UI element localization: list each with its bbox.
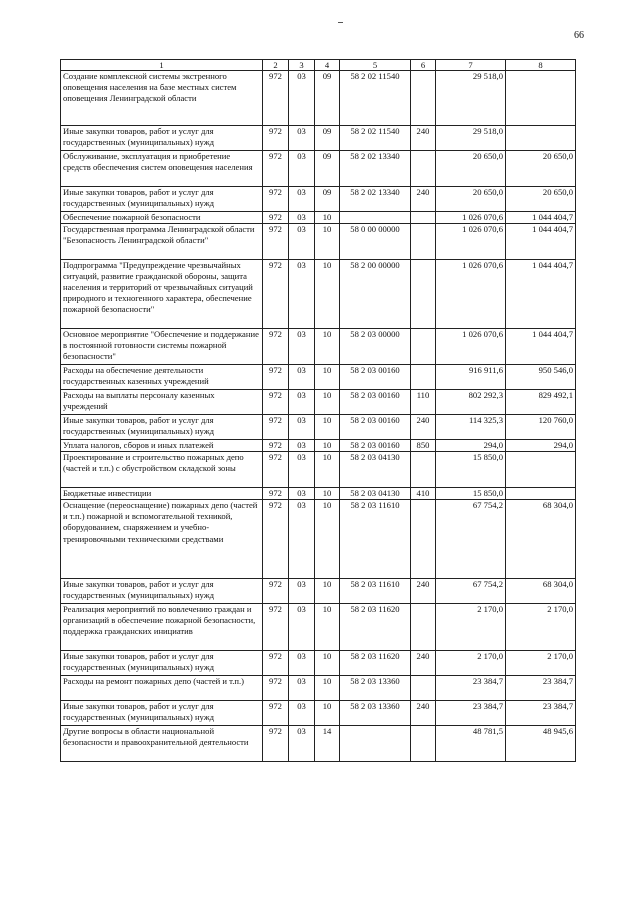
row-name: Иные закупки товаров, работ и услуг для государственных (муниципальных) нужд xyxy=(61,187,263,212)
row-name: Иные закупки товаров, работ и услуг для государственных (муниципальных) нужд xyxy=(61,579,263,604)
row-ministry-code: 972 xyxy=(263,187,289,212)
row-name: Иные закупки товаров, работ и услуг для государственных (муниципальных) нужд xyxy=(61,701,263,726)
row-amount-col8: 20 650,0 xyxy=(506,151,576,187)
row-target-article: 58 2 03 11620 xyxy=(340,604,411,651)
row-section: 03 xyxy=(289,224,315,260)
row-subsection: 09 xyxy=(315,187,340,212)
row-subsection: 10 xyxy=(315,488,340,500)
page-number: 66 xyxy=(574,30,584,41)
row-amount-col8 xyxy=(506,488,576,500)
row-ministry-code: 972 xyxy=(263,676,289,701)
header-cell: 1 xyxy=(61,60,263,71)
row-amount-col7: 1 026 070,6 xyxy=(436,329,506,365)
row-expense-type: 240 xyxy=(411,651,436,676)
table-row xyxy=(61,579,576,604)
row-ministry-code: 972 xyxy=(263,224,289,260)
header-cell: 4 xyxy=(315,60,340,71)
row-ministry-code: 972 xyxy=(263,329,289,365)
row-target-article: 58 2 03 04130 xyxy=(340,488,411,500)
row-amount-col7: 802 292,3 xyxy=(436,390,506,415)
row-amount-col8: 120 760,0 xyxy=(506,415,576,440)
row-amount-col7: 20 650,0 xyxy=(436,151,506,187)
row-name: Другие вопросы в области национальной безопасности и правоохранительной деятельности xyxy=(61,726,263,762)
row-expense-type: 240 xyxy=(411,415,436,440)
row-amount-col7: 67 754,2 xyxy=(436,500,506,579)
row-amount-col8: 23 384,7 xyxy=(506,676,576,701)
row-subsection: 10 xyxy=(315,452,340,488)
row-target-article: 58 2 03 13360 xyxy=(340,676,411,701)
row-expense-type xyxy=(411,151,436,187)
row-ministry-code: 972 xyxy=(263,651,289,676)
row-subsection: 10 xyxy=(315,390,340,415)
row-ministry-code: 972 xyxy=(263,126,289,151)
row-subsection: 10 xyxy=(315,579,340,604)
row-amount-col7: 2 170,0 xyxy=(436,651,506,676)
table-row xyxy=(61,500,576,579)
row-amount-col7: 15 850,0 xyxy=(436,488,506,500)
row-subsection: 10 xyxy=(315,500,340,579)
header-cell: 3 xyxy=(289,60,315,71)
row-amount-col8: 20 650,0 xyxy=(506,187,576,212)
row-target-article: 58 2 03 00000 xyxy=(340,329,411,365)
row-section: 03 xyxy=(289,365,315,390)
row-ministry-code: 972 xyxy=(263,390,289,415)
table-row xyxy=(61,701,576,726)
row-name: Создание комплексной системы экстренного оповещения населения на базе местных систем оповещения Ленинградской области xyxy=(61,71,263,126)
row-section: 03 xyxy=(289,452,315,488)
row-ministry-code: 972 xyxy=(263,488,289,500)
row-target-article: 58 2 03 13360 xyxy=(340,701,411,726)
row-amount-col7: 20 650,0 xyxy=(436,187,506,212)
row-section: 03 xyxy=(289,71,315,126)
table-row xyxy=(61,488,576,500)
budget-table xyxy=(60,59,576,762)
table-row xyxy=(61,71,576,126)
row-target-article: 58 2 03 00160 xyxy=(340,415,411,440)
row-expense-type: 240 xyxy=(411,701,436,726)
table-row xyxy=(61,604,576,651)
row-section: 03 xyxy=(289,151,315,187)
row-subsection: 10 xyxy=(315,224,340,260)
table-row xyxy=(61,187,576,212)
row-name: Проектирование и строительство пожарных депо (частей и т.п.) с обустройством складской зоны xyxy=(61,452,263,488)
row-target-article: 58 2 00 00000 xyxy=(340,260,411,329)
row-target-article xyxy=(340,212,411,224)
row-expense-type xyxy=(411,726,436,762)
row-amount-col7: 1 026 070,6 xyxy=(436,212,506,224)
row-expense-type xyxy=(411,260,436,329)
table-row xyxy=(61,126,576,151)
row-name: Расходы на обеспечение деятельности государственных казенных учреждений xyxy=(61,365,263,390)
table-row xyxy=(61,651,576,676)
row-amount-col8: 1 044 404,7 xyxy=(506,260,576,329)
row-amount-col8: 68 304,0 xyxy=(506,579,576,604)
row-target-article: 58 2 03 11610 xyxy=(340,579,411,604)
row-amount-col8 xyxy=(506,452,576,488)
row-ministry-code: 972 xyxy=(263,452,289,488)
row-amount-col7: 2 170,0 xyxy=(436,604,506,651)
row-amount-col7: 23 384,7 xyxy=(436,701,506,726)
row-amount-col8: 2 170,0 xyxy=(506,651,576,676)
table-row xyxy=(61,390,576,415)
row-target-article: 58 2 02 13340 xyxy=(340,151,411,187)
row-name: Подпрограмма "Предупреждение чрезвычайных ситуаций, развитие гражданской обороны, защита населения и территорий от чрезвычайных ситуаций природного и техногенного характера, обеспечение пожарной безопасности" xyxy=(61,260,263,329)
row-amount-col8: 2 170,0 xyxy=(506,604,576,651)
row-ministry-code: 972 xyxy=(263,579,289,604)
row-target-article: 58 2 03 00160 xyxy=(340,440,411,452)
row-amount-col7: 29 518,0 xyxy=(436,126,506,151)
row-subsection: 10 xyxy=(315,415,340,440)
row-expense-type xyxy=(411,604,436,651)
row-name: Уплата налогов, сборов и иных платежей xyxy=(61,440,263,452)
row-target-article: 58 2 03 11620 xyxy=(340,651,411,676)
row-section: 03 xyxy=(289,187,315,212)
row-name: Иные закупки товаров, работ и услуг для государственных (муниципальных) нужд xyxy=(61,415,263,440)
row-target-article: 58 2 03 00160 xyxy=(340,390,411,415)
row-section: 03 xyxy=(289,212,315,224)
row-section: 03 xyxy=(289,676,315,701)
row-target-article: 58 0 00 00000 xyxy=(340,224,411,260)
row-expense-type: 240 xyxy=(411,126,436,151)
table-row xyxy=(61,212,576,224)
row-target-article: 58 2 03 00160 xyxy=(340,365,411,390)
table-row xyxy=(61,440,576,452)
row-ministry-code: 972 xyxy=(263,212,289,224)
row-subsection: 10 xyxy=(315,212,340,224)
row-amount-col8: 829 492,1 xyxy=(506,390,576,415)
row-name: Бюджетные инвестиции xyxy=(61,488,263,500)
header-cell: 2 xyxy=(263,60,289,71)
row-expense-type xyxy=(411,452,436,488)
row-section: 03 xyxy=(289,390,315,415)
row-ministry-code: 972 xyxy=(263,260,289,329)
row-subsection: 09 xyxy=(315,126,340,151)
row-expense-type xyxy=(411,224,436,260)
row-target-article: 58 2 02 13340 xyxy=(340,187,411,212)
row-amount-col8: 1 044 404,7 xyxy=(506,329,576,365)
row-amount-col7: 23 384,7 xyxy=(436,676,506,701)
row-ministry-code: 972 xyxy=(263,440,289,452)
row-section: 03 xyxy=(289,726,315,762)
row-name: Основное мероприятие "Обеспечение и поддержание в постоянной готовности системы пожарной безопасности" xyxy=(61,329,263,365)
row-expense-type xyxy=(411,500,436,579)
table-row xyxy=(61,329,576,365)
row-amount-col8: 68 304,0 xyxy=(506,500,576,579)
row-target-article: 58 2 03 04130 xyxy=(340,452,411,488)
row-target-article: 58 2 03 11610 xyxy=(340,500,411,579)
row-subsection: 10 xyxy=(315,651,340,676)
table-row xyxy=(61,365,576,390)
row-ministry-code: 972 xyxy=(263,71,289,126)
row-subsection: 10 xyxy=(315,604,340,651)
row-section: 03 xyxy=(289,126,315,151)
row-section: 03 xyxy=(289,260,315,329)
row-ministry-code: 972 xyxy=(263,415,289,440)
row-subsection: 10 xyxy=(315,440,340,452)
row-amount-col7: 916 911,6 xyxy=(436,365,506,390)
table-body xyxy=(61,71,576,762)
row-section: 03 xyxy=(289,651,315,676)
row-ministry-code: 972 xyxy=(263,604,289,651)
row-expense-type: 410 xyxy=(411,488,436,500)
row-section: 03 xyxy=(289,415,315,440)
table-row xyxy=(61,224,576,260)
header-cell: 6 xyxy=(411,60,436,71)
table-row xyxy=(61,415,576,440)
table-row xyxy=(61,151,576,187)
row-expense-type: 240 xyxy=(411,187,436,212)
row-name: Государственная программа Ленинградской области "Безопасность Ленинградской области" xyxy=(61,224,263,260)
row-section: 03 xyxy=(289,440,315,452)
row-name: Расходы на выплаты персоналу казенных учреждений xyxy=(61,390,263,415)
row-name: Реализация мероприятий по вовлечению граждан и организаций в обеспечение пожарной безопасности, поддержка гражданских инициатив xyxy=(61,604,263,651)
row-subsection: 09 xyxy=(315,151,340,187)
table-row xyxy=(61,726,576,762)
row-expense-type xyxy=(411,329,436,365)
row-subsection: 09 xyxy=(315,71,340,126)
row-amount-col8: 1 044 404,7 xyxy=(506,224,576,260)
table-row xyxy=(61,260,576,329)
row-ministry-code: 972 xyxy=(263,500,289,579)
row-section: 03 xyxy=(289,488,315,500)
scan-dash-mark xyxy=(338,22,343,23)
row-expense-type xyxy=(411,676,436,701)
row-ministry-code: 972 xyxy=(263,701,289,726)
row-name: Расходы на ремонт пожарных депо (частей и т.п.) xyxy=(61,676,263,701)
row-target-article: 58 2 02 11540 xyxy=(340,126,411,151)
row-expense-type: 110 xyxy=(411,390,436,415)
row-subsection: 14 xyxy=(315,726,340,762)
row-expense-type xyxy=(411,212,436,224)
row-amount-col8: 1 044 404,7 xyxy=(506,212,576,224)
row-ministry-code: 972 xyxy=(263,365,289,390)
row-name: Оснащение (переоснащение) пожарных депо (частей и т.п.) пожарной и вспомогательной техникой, оборудованием, снаряжением и учебно-тренировочными техническими средствами xyxy=(61,500,263,579)
row-amount-col7: 48 781,5 xyxy=(436,726,506,762)
table-row xyxy=(61,676,576,701)
row-section: 03 xyxy=(289,329,315,365)
row-amount-col8: 48 945,6 xyxy=(506,726,576,762)
row-expense-type xyxy=(411,365,436,390)
row-name: Обеспечение пожарной безопасности xyxy=(61,212,263,224)
row-amount-col8: 294,0 xyxy=(506,440,576,452)
row-amount-col7: 1 026 070,6 xyxy=(436,224,506,260)
row-expense-type xyxy=(411,71,436,126)
row-amount-col7: 15 850,0 xyxy=(436,452,506,488)
row-target-article xyxy=(340,726,411,762)
row-subsection: 10 xyxy=(315,701,340,726)
row-section: 03 xyxy=(289,701,315,726)
row-subsection: 10 xyxy=(315,676,340,701)
row-name: Иные закупки товаров, работ и услуг для государственных (муниципальных) нужд xyxy=(61,126,263,151)
row-amount-col7: 1 026 070,6 xyxy=(436,260,506,329)
row-section: 03 xyxy=(289,604,315,651)
row-name: Обслуживание, эксплуатация и приобретение средств обеспечения систем оповещения населения xyxy=(61,151,263,187)
row-section: 03 xyxy=(289,579,315,604)
row-name: Иные закупки товаров, работ и услуг для государственных (муниципальных) нужд xyxy=(61,651,263,676)
row-section: 03 xyxy=(289,500,315,579)
row-amount-col7: 114 325,3 xyxy=(436,415,506,440)
table-header-row xyxy=(61,60,576,71)
header-cell: 8 xyxy=(506,60,576,71)
row-amount-col8: 23 384,7 xyxy=(506,701,576,726)
row-subsection: 10 xyxy=(315,260,340,329)
row-amount-col8: 950 546,0 xyxy=(506,365,576,390)
row-ministry-code: 972 xyxy=(263,151,289,187)
header-cell: 5 xyxy=(340,60,411,71)
row-target-article: 58 2 02 11540 xyxy=(340,71,411,126)
row-amount-col8 xyxy=(506,71,576,126)
row-expense-type: 240 xyxy=(411,579,436,604)
row-amount-col8 xyxy=(506,126,576,151)
row-subsection: 10 xyxy=(315,329,340,365)
row-amount-col7: 67 754,2 xyxy=(436,579,506,604)
row-subsection: 10 xyxy=(315,365,340,390)
row-expense-type: 850 xyxy=(411,440,436,452)
row-amount-col7: 294,0 xyxy=(436,440,506,452)
row-ministry-code: 972 xyxy=(263,726,289,762)
header-cell: 7 xyxy=(436,60,506,71)
table-row xyxy=(61,452,576,488)
row-amount-col7: 29 518,0 xyxy=(436,71,506,126)
